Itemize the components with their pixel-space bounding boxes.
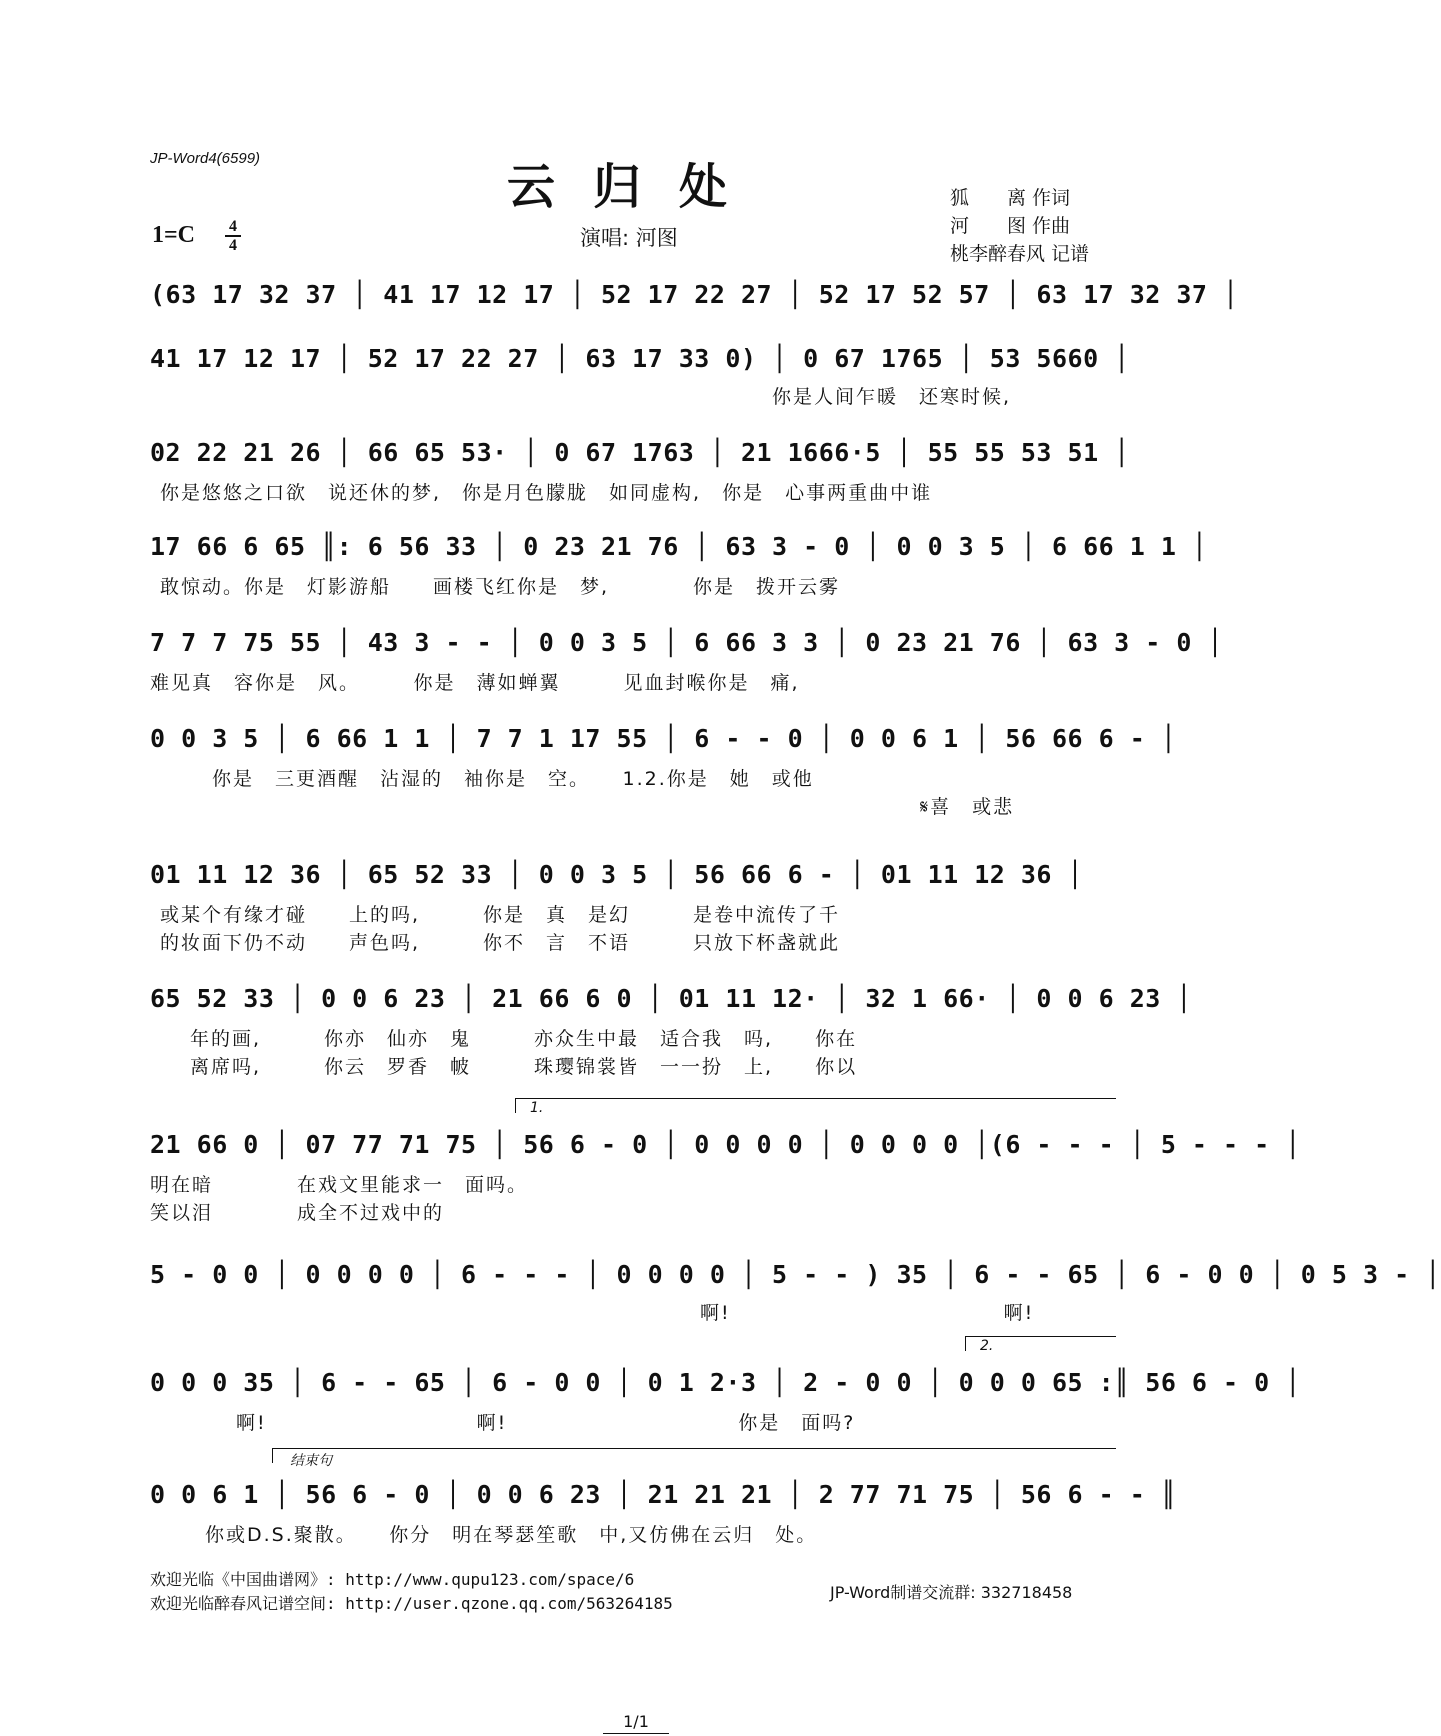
- footer-links: [150, 1568, 673, 1616]
- credits: [950, 184, 1089, 268]
- notes-line: 0 0 0 35 │ 6 - - 65 │ 6 - 0 0 │ 0 1 2·3 │ 2 - 0 0 │ 0 0 0 65 :║ 56 6 - 0 │: [150, 1368, 1301, 1397]
- group-info: JP-Word制谱交流群: 332718458: [830, 1583, 1073, 1602]
- time-signature: [224, 218, 242, 254]
- lyric-line: 难见真 容你是 风。 你是 薄如蝉翼 见血封喉你是 痛,: [150, 672, 800, 694]
- footer-link[interactable]: 欢迎光临醉春风记谱空间: http://user.qzone.qq.com/563264185: [150, 1594, 673, 1613]
- lyric-line: 𝄋喜 或悲: [920, 796, 1015, 818]
- lyricist: 狐 离 作词: [950, 187, 1071, 209]
- page-number: [0, 1712, 1272, 1731]
- singer: 演唱: 河图: [580, 226, 678, 250]
- lyric-line: 啊! 啊! 你是 面吗?: [236, 1412, 856, 1434]
- coda-bracket: [272, 1448, 1116, 1463]
- notes-line: 17 66 6 65 ║: 6 56 33 │ 0 23 21 76 │ 63 3 - 0 │ 0 0 3 5 │ 6 66 1 1 │: [150, 532, 1208, 561]
- notes-line: 7 7 7 75 55 │ 43 3 - - │ 0 0 3 5 │ 6 66 3 3 │ 0 23 21 76 │ 63 3 - 0 │: [150, 628, 1224, 657]
- notes-line: 02 22 21 26 │ 66 65 53· │ 0 67 1763 │ 21 1666·5 │ 55 55 53 51 │: [150, 438, 1130, 467]
- lyric-line: 你是悠悠之口欲 说还休的梦, 你是月色朦胧 如同虚构, 你是 心事两重曲中谁: [160, 482, 933, 504]
- notes-line: 0 0 3 5 │ 6 66 1 1 │ 7 7 1 17 55 │ 6 - - 0 │ 0 0 6 1 │ 56 66 6 - │: [150, 724, 1177, 753]
- coda-label: 结束句: [290, 1453, 332, 1469]
- software-label: JP-Word4(6599): [150, 150, 261, 167]
- notes-line: 65 52 33 │ 0 0 6 23 │ 21 66 6 0 │ 01 11 12· │ 32 1 66· │ 0 0 6 23 │: [150, 984, 1192, 1013]
- notes-line: (63 17 32 37 │ 41 17 12 17 │ 52 17 22 27 │ 52 17 52 57 │ 63 17 32 37 │: [150, 280, 1239, 309]
- lyric-line: 你或D.S.聚散。 你分 明在琴瑟笙歌 中,又仿佛在云归 处。: [205, 1524, 818, 1546]
- lyric-line: 离席吗, 你云 罗香 帔 珠璎锦裳皆 一一扮 上, 你以: [190, 1056, 858, 1078]
- volta-1-bracket: [515, 1098, 1116, 1113]
- key-signature: 1=C: [152, 222, 196, 248]
- transcriber: 桃李醉春风 记谱: [950, 243, 1090, 265]
- page-number-text: 1/1: [603, 1712, 669, 1734]
- lyric-line: 笑以泪 成全不过戏中的: [150, 1202, 445, 1224]
- composer: 河 图 作曲: [950, 215, 1071, 237]
- notes-line: 5 - 0 0 │ 0 0 0 0 │ 6 - - - │ 0 0 0 0 │ 5 - - ) 35 │ 6 - - 65 │ 6 - 0 0 │ 0 5 3 - │: [150, 1260, 1441, 1289]
- volta-1-label: 1.: [530, 1100, 544, 1116]
- song-title: 云归处: [506, 159, 765, 215]
- lyric-line: 你是 三更酒醒 沾湿的 袖你是 空。 1.2.你是 她 或他: [212, 768, 814, 790]
- lyric-line: 啊! 啊!: [700, 1302, 1035, 1324]
- lyric-line: 你是人间乍暖 还寒时候,: [772, 386, 1012, 408]
- notes-line: 01 11 12 36 │ 65 52 33 │ 0 0 3 5 │ 56 66 6 - │ 01 11 12 36 │: [150, 860, 1084, 889]
- lyric-line: 年的画, 你亦 仙亦 鬼 亦众生中最 适合我 吗, 你在: [190, 1028, 858, 1050]
- time-signature-top: 4: [229, 218, 237, 235]
- notes-line: 0 0 6 1 │ 56 6 - 0 │ 0 0 6 23 │ 21 21 21 │ 2 77 71 75 │ 56 6 - - ║: [150, 1480, 1177, 1509]
- time-signature-bottom: 4: [229, 237, 237, 254]
- notes-line: 41 17 12 17 │ 52 17 22 27 │ 63 17 33 0) │ 0 67 1765 │ 53 5660 │: [150, 344, 1130, 373]
- lyric-line: 敢惊动。你是 灯影游船 画楼飞红你是 梦, 你是 拨开云雾: [160, 576, 841, 598]
- lyric-line: 明在暗 在戏文里能求一 面吗。: [150, 1174, 529, 1196]
- volta-2-label: 2.: [980, 1338, 994, 1354]
- notes-line: 21 66 0 │ 07 77 71 75 │ 56 6 - 0 │ 0 0 0 0 │ 0 0 0 0 │(6 - - - │ 5 - - - │: [150, 1130, 1301, 1159]
- lyric-line: 或某个有缘才碰 上的吗, 你是 真 是幻 是卷中流传了千: [160, 904, 841, 926]
- footer-link[interactable]: 欢迎光临《中国曲谱网》: http://www.qupu123.com/space/6: [150, 1570, 635, 1589]
- lyric-line: 的妆面下仍不动 声色吗, 你不 言 不语 只放下杯盏就此: [160, 932, 841, 954]
